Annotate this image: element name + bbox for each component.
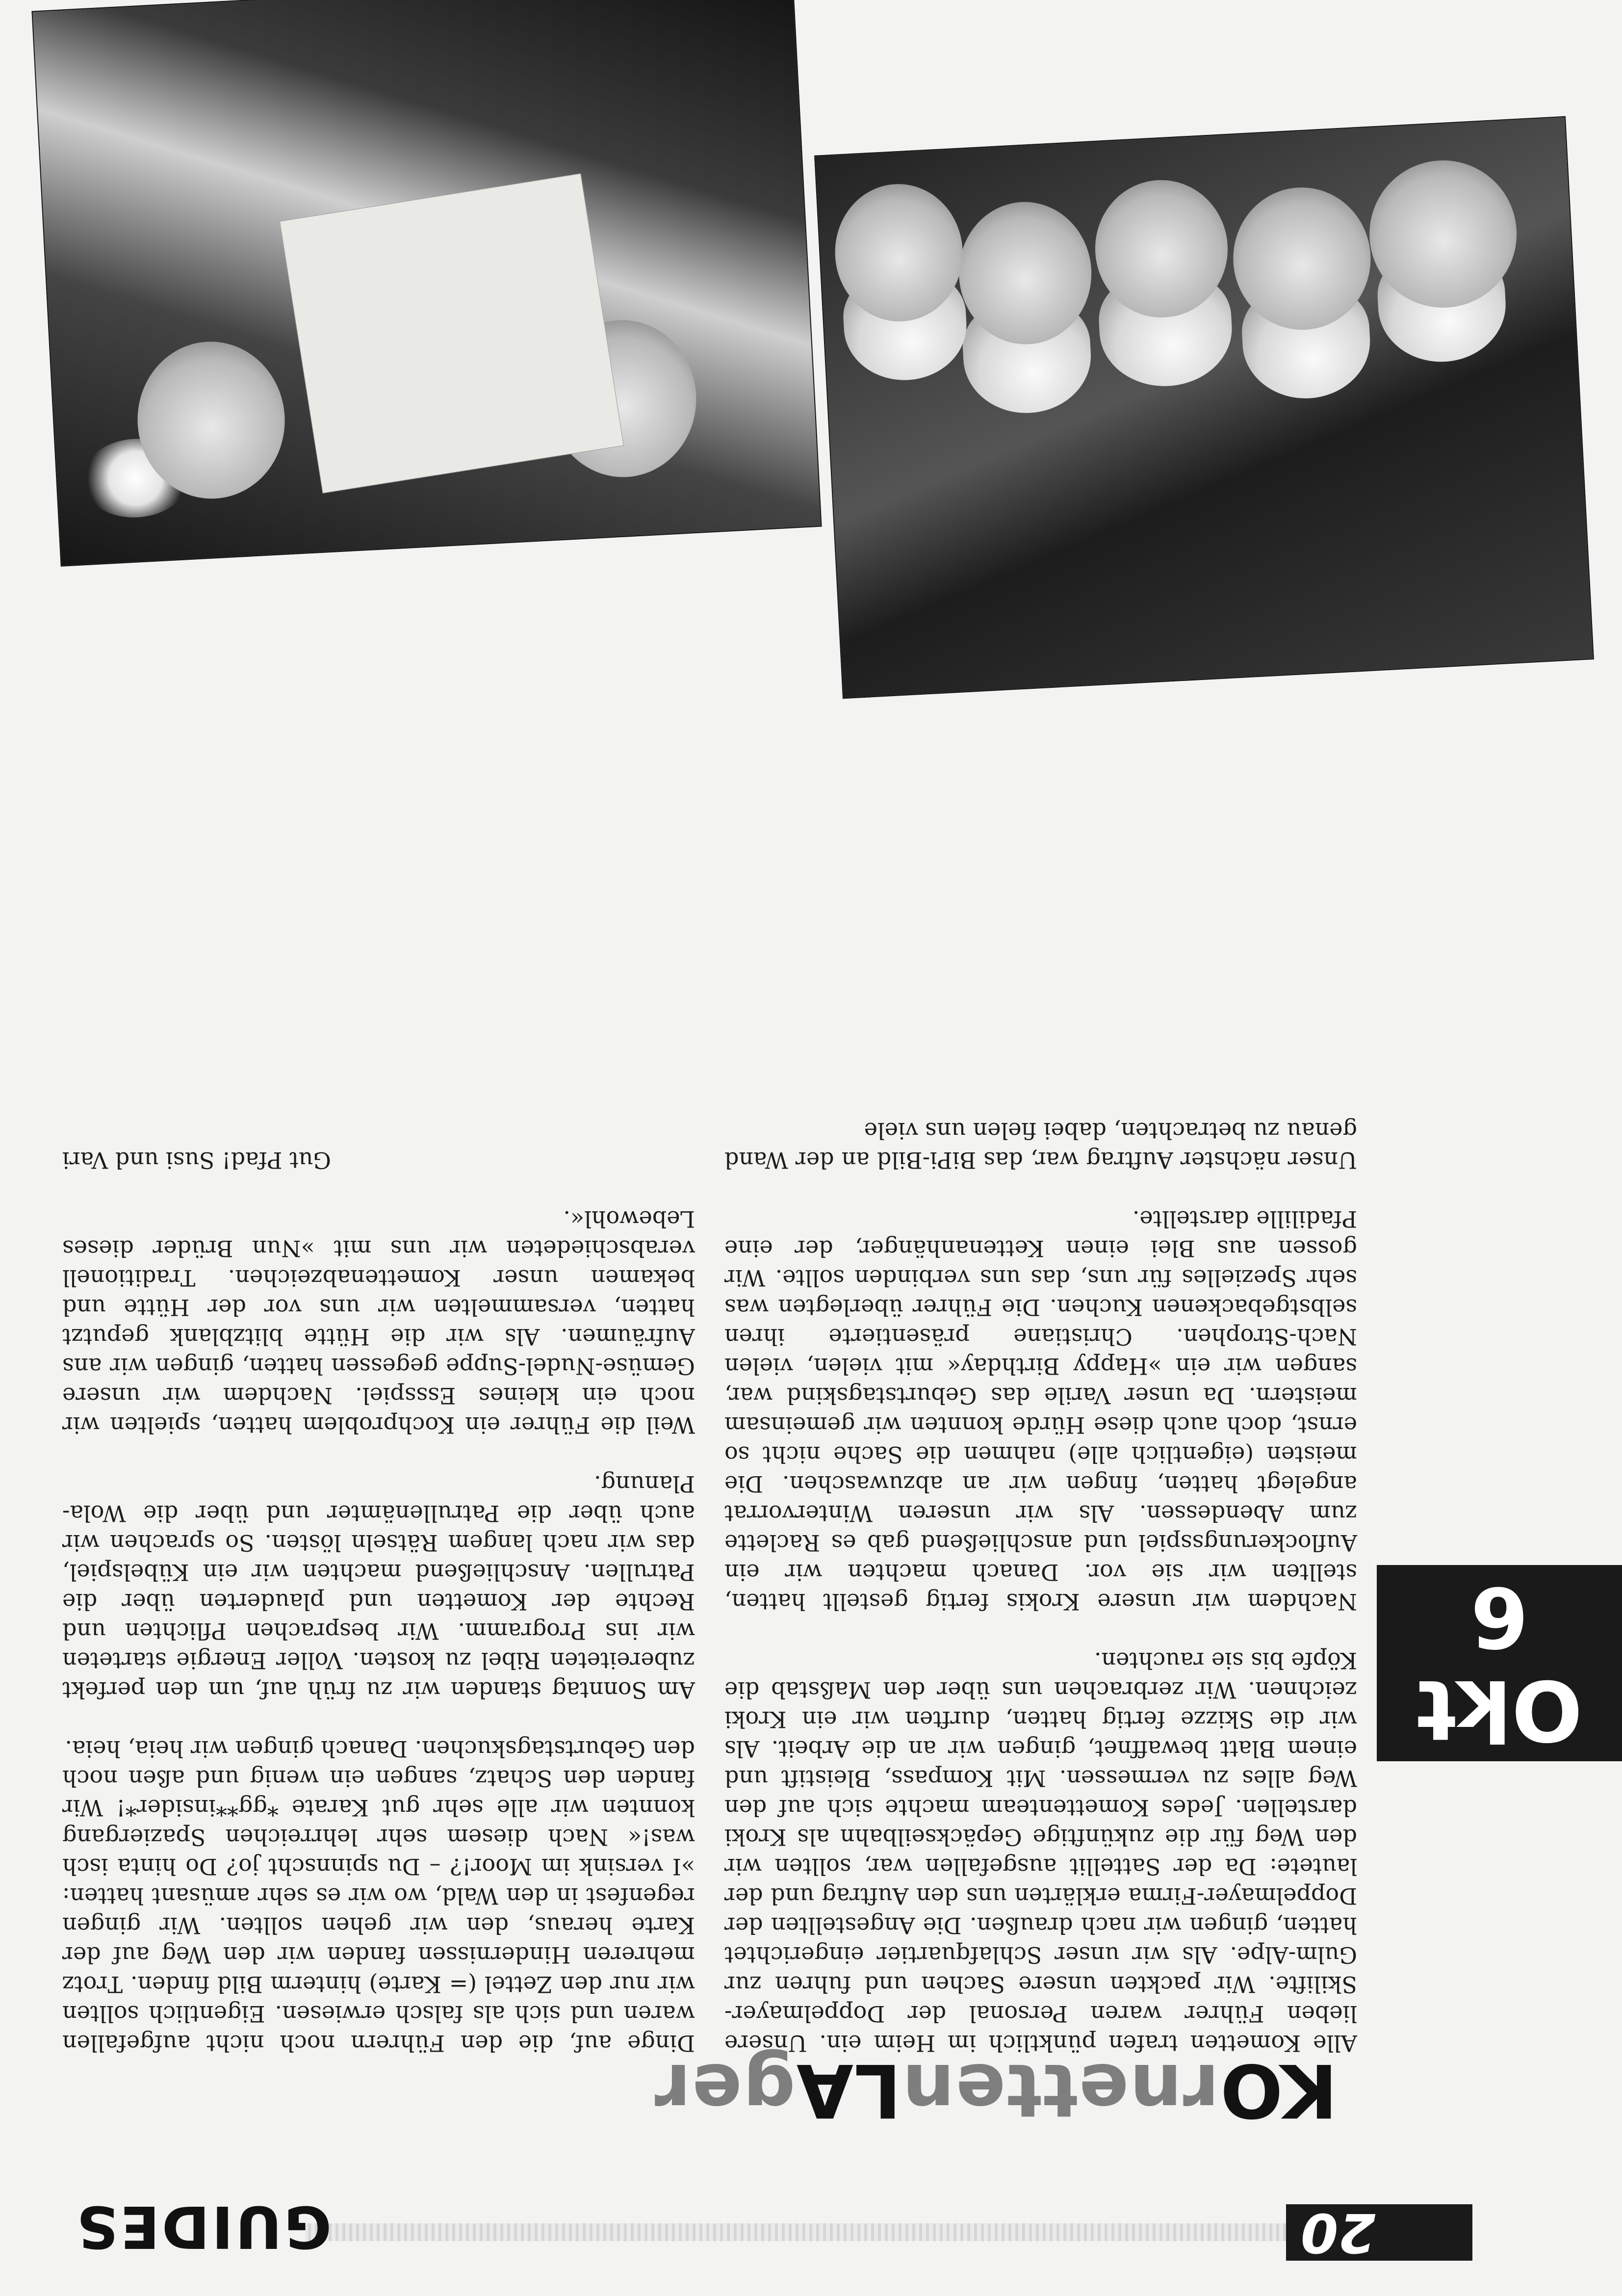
- signature: Gut Pfad! Susi und Vari: [62, 1147, 331, 1174]
- date-box: [1377, 1565, 1622, 1761]
- header-rule: [305, 2223, 1286, 2241]
- paragraph: Am Sonntag standen wir zu früh auf, um den perfekt zubereiteten Ribel zu kosten. Voller Energie starteten wir ins Programm. Wir besprachen Pflichten und Rechte der Kometten und plauderten über die Patrullen. Anschließend machten wir ein Kübelspiel, das wir nach langem Rätseln lösten. So sprachen wir auch über die Patrullenämter und über die Wola-Planung.: [62, 1471, 695, 1703]
- article-column-right: [62, 1146, 695, 2058]
- paragraph: Dinge auf, die den Führern noch nicht aufgefallen waren und sich als falsch erwiesen. Eigentlich sollten wir nur den Zettel (= Karte) hinterm Bild finden. Trotz mehreren Hindernissen fanden wir den Weg auf der Karte heraus, den wir gehen sollten. Wir gingen regenfest in den Wald, wo wir es sehr amüsant hatten: »I versink im Moor!? – Du spinnscht jo? Do hinta isch was!« Nach diesem sehr lehrreichen Spaziergang konnten wir alle sehr gut Karate *gg**insider*! Wir fanden den Schatz, sangen ein wenig und aßen noch den Geburtstagskuchen. Danach gingen wir heia, heia.: [62, 1736, 695, 2057]
- paragraph: Nachdem wir unsere Krokis fertig gestellt hatten, stellten wir sie vor. Danach machten wir ein Auflockerungsspiel und anschließend gab es Raclette zum Abendessen. Als wir unseren Wintervorrat angelegt hatten, fingen wir an abzuwaschen. Die meisten (eigentlich alle) nahmen die Sache nicht so ernst, doch auch diese Hürde konnten wir gemeinsam meistern. Da unser Varile das Geburtstagskind war, sangen wir ein »Happy Birthday« mit vielen, vielen Nach-Strophen. Christiane präsentierte ihren selbstgebackenen Kuchen. Die Führer überlegten was sehr Spezielles für uns, das uns verbinden sollte. Wir gossen aus Blei einen Kettenanhänger, der eine Pfadilille darstellte.: [724, 1206, 1357, 1615]
- title-part-ko: KO: [1219, 2047, 1338, 2133]
- section-logo: GUIDES: [75, 2193, 332, 2261]
- map-sheet: [280, 173, 624, 493]
- page-header: [45, 2193, 1521, 2264]
- paragraph: Alle Kometten trafen pünktlich im Heim ein. Unsere lieben Führer waren Personal der Doppelmayer-Skilifte. Wir packten unsere Sachen und fuhren zur Gulm-Alpe. Als wir unser Schlafquartier eingerichtet hatten, gingen wir nach draußen. Die Angestellten der Doppelmayer-Firma erklärten uns den Auftrag und der lautete: Da der Sattellit ausgefallen war, sollten wir den Weg für die zukünftige Gepäckseilbahn als Kroki darstellen. Jedes Komettenteam machte sich auf den Weg alles zu vermessen. Mit Kompass, Bleistift und einem Blatt bewaffnet, gingen wir an die Arbeit. Als wir die Skizze fertig hatten, durften wir ein Kroki zeichnen. Wir zerbrachen uns über den Maßstab die Köpfe bis sie rauchten.: [724, 1647, 1357, 2057]
- paragraph: Weil die Führer ein Kochproblem hatten, spielten wir noch ein kleines Essspiel. Nachdem wir unsere Gemüse-Nudel-Suppe gegessen hatten, gingen wir ans Aufräumen. Als wir die Hütte blitzblank geputzt hatten, versammelten wir uns vor der Hütte und bekamen unser Komettenabzeichen. Traditionell verabschiedeten wir uns mit »Nun Brüder dieses Lebewohl«.: [62, 1206, 695, 1438]
- title-part-la: LA: [795, 2047, 901, 2133]
- paragraph: Unser nächster Auftrag war, das BiPi-Bild an der Wand genau zu betrachten, dabei fielen uns viele: [724, 1118, 1357, 1174]
- title-part-ger: ger: [653, 2047, 796, 2133]
- date-month: Okt: [1416, 1661, 1583, 1758]
- article-column-left: [724, 1087, 1357, 2058]
- page-number: 20: [1286, 2204, 1472, 2261]
- date-day: 6: [1470, 1568, 1529, 1665]
- group-photo-helmets: [814, 116, 1594, 699]
- title-part-rnetten: rnetten: [901, 2047, 1219, 2133]
- photo-map-presentation: [31, 0, 822, 567]
